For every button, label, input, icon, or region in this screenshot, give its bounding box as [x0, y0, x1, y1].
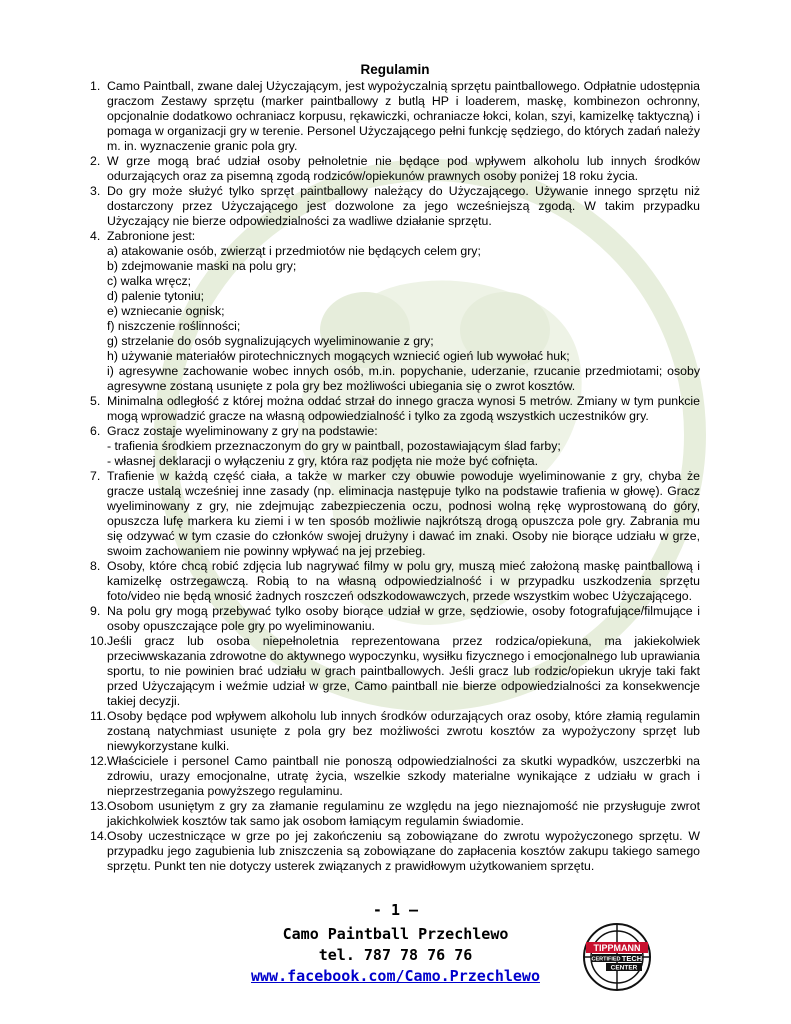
- forbidden-list-item: b) zdejmowanie maski na polu gry;: [107, 259, 297, 273]
- rule-item-6: [90, 424, 700, 439]
- rule-text: Osobom usuniętym z gry za złamanie regulaminu ze względu na jego nieznajomość nie przysługuje zwrot jakichkolwiek kosztów tak samo jak osobom łamiącym regulamin świadomie.: [107, 799, 700, 828]
- rule-number: 4.: [90, 229, 101, 243]
- rule-item-4: [90, 229, 700, 244]
- rule-item-12: [90, 754, 700, 799]
- rule-item-14: [90, 829, 700, 874]
- forbidden-list-item: e) wzniecanie ognisk;: [107, 304, 225, 318]
- rule-text: Zabronione jest:: [107, 229, 196, 243]
- facebook-link[interactable]: www.facebook.com/Camo.Przechlewo: [251, 967, 540, 985]
- elimination-list-item: - własnej deklaracji o wyłączeniu z gry, która raz podjęta nie może być cofnięta.: [107, 454, 539, 468]
- rule-number: 11.: [90, 709, 107, 723]
- forbidden-list-item: g) strzelanie do osób sygnalizujących wyeliminowanie z gry;: [107, 334, 434, 348]
- rule-number: 13.: [90, 799, 108, 813]
- tippmann-logo-icon: [582, 922, 652, 992]
- rule-text: Na polu gry mogą przebywać tylko osoby biorące udział w grze, sędziowie, osoby fotografujące/filmujące i osoby opuszczające pole gry po wyeliminowaniu.: [107, 604, 700, 633]
- company-name: Camo Paintball Przechlewo: [282, 925, 509, 943]
- forbidden-list-item: c) walka wręcz;: [107, 274, 192, 288]
- forbidden-list-item: f) niszczenie roślinności;: [107, 319, 241, 333]
- rule-number: 10.: [90, 634, 108, 648]
- document-title: Regulamin: [360, 62, 430, 77]
- rule-item-5: [90, 394, 700, 424]
- forbidden-list-item: a) atakowanie osób, zwierząt i przedmiotów nie będących celem gry;: [107, 244, 481, 258]
- forbidden-list-item: d) palenie tytoniu;: [107, 289, 205, 303]
- rule-item-11: [90, 709, 700, 754]
- rule-number: 7.: [90, 469, 101, 483]
- rule-text: Osoby, które chcą robić zdjęcia lub nagrywać filmy w polu gry, muszą mieć założoną maskę paintballową i kamizelkę ostrzegawczą. Robią to na własną odpowiedzialność i w przypadku uszkodzenia sprzętu foto/video nie będą wnosić żadnych roszczeń odszkodowawczych, przede wszystkim wobec Użyczającego.: [107, 559, 700, 603]
- rule-number: 1.: [90, 79, 101, 93]
- logo-line-4: CENTER: [610, 964, 638, 972]
- elimination-list-item: - trafienia środkiem przeznaczonym do gry w paintball, pozostawiającym ślad farby;: [107, 439, 561, 453]
- rule-number: 14.: [90, 829, 108, 843]
- forbidden-list-item: h) używanie materiałów pirotechnicznych mogących wzniecić ogień lub wywołać huk;: [107, 349, 570, 363]
- logo-line-3: TECH: [621, 954, 643, 963]
- rule-text: Gracz zostaje wyeliminowany z gry na podstawie:: [107, 424, 378, 438]
- phone-number: tel. 787 78 76 76: [318, 946, 473, 964]
- rule-number: 8.: [90, 559, 101, 573]
- page-number: - 1 –: [372, 901, 419, 919]
- rule-text: Trafienie w każdą część ciała, a także w marker czy obuwie powoduje wyeliminowanie z gry, chyba że gracze ustalą wcześniej inne zasady (np. eliminacja następuje tylko na podstawie trafienia w głowę). Gracz wyeliminowany z gry, nie zdejmując zabezpieczenia oczu, podnosi wolną rękę wyprostowaną do góry, opuszcza lufę markera ku ziemi i w ten sposób możliwie najkrótszą drogą opuszcza pole gry. Zabrania mu się odzywać w tym czasie do członków swojej drużyny i dawać im znaki. Osoby nie biorące udziału w grze, swoim zachowaniem nie powinny wpływać na jej przebieg.: [107, 469, 700, 558]
- rule-item-2: [90, 154, 700, 184]
- rule-item-9: [90, 604, 700, 634]
- rule-item-3: [90, 184, 700, 229]
- logo-line-2: CERTIFIED: [591, 956, 621, 963]
- rule-text: Osoby będące pod wpływem alkoholu lub innych środków odurzających oraz osoby, które złamią regulamin zostaną natychmiast usunięte z pola gry bez możliwości zwrotu kosztów za wypożyczony sprzęt lub niewykorzystane kulki.: [107, 709, 700, 753]
- rule-item-10: [90, 634, 700, 709]
- rule-item-8: [90, 559, 700, 604]
- rule-text: W grze mogą brać udział osoby pełnoletnie nie będące pod wpływem alkoholu lub innych środków odurzających oraz za pisemną zgodą rodziców/opiekunów prawnych osoby poniżej 18 roku życia.: [107, 154, 700, 183]
- rule-text: Osoby uczestniczące w grze po jej zakończeniu są zobowiązane do zwrotu wypożyczonego sprzętu. W przypadku jego zagubienia lub zniszczenia są zobowiązane do zapłacenia kosztów zakupu takiego samego sprzętu. Punkt ten nie dotyczy usterek związanych z prawidłowym użytkowaniem sprzętu.: [107, 829, 700, 873]
- logo-line-1: TIPPMANN: [593, 943, 641, 953]
- rule-number: 6.: [90, 424, 101, 438]
- rule-text: Do gry może służyć tylko sprzęt paintballowy należący do Użyczającego. Używanie innego sprzętu niż dostarczony przez Użyczającego jest dozwolone za jego wcześniejszą zgodą. W takim przypadku Użyczający nie bierze odpowiedzialności za wadliwe działanie sprzętu.: [107, 184, 700, 228]
- rule-number: 9.: [90, 604, 101, 618]
- rule-number: 5.: [90, 394, 101, 408]
- rule-number: 2.: [90, 154, 101, 168]
- forbidden-list-item: i) agresywne zachowanie wobec innych osób, m.in. popychanie, uderzanie, rzucanie przedmiotami; osoby agresywne zostaną usunięte z pola gry bez możliwości ubiegania się o zwrot kosztów.: [107, 364, 700, 393]
- rule-item-7: [90, 469, 700, 559]
- rule-text: Jeśli gracz lub osoba niepełnoletnia reprezentowana przez rodzica/opiekuna, ma jakiekolwiek przeciwwskazania zdrowotne do aktywnego wypoczynku, wysiłku fizycznego i emocjonalnego lub uprawiania sportu, to nie powinien brać udziału w grach paintballowych. Jeśli gracz lub rodzic/opiekun ukryje taki fakt przed Użyczającym i weźmie udział w grze, Camo paintball nie bierze odpowiedzialności za konsekwencje takiej decyzji.: [107, 634, 700, 708]
- rule-item-1: [90, 79, 700, 154]
- rule-text: Właściciele i personel Camo paintball nie ponoszą odpowiedzialności za skutki wypadków, uszczerbki na zdrowiu, urazy emocjonalne, utratę życia, wszelkie szkody materialne wynikające z udziału w grach i nieprzestrzegania powyższego regulaminu.: [107, 754, 700, 798]
- rule-number: 3.: [90, 184, 101, 198]
- rule-item-13: [90, 799, 700, 829]
- rule-text: Camo Paintball, zwane dalej Użyczającym, jest wypożyczalnią sprzętu paintballowego. Odpłatnie udostępnia graczom Zestawy sprzętu (marker paintballowy z butlą HP i loaderem, maskę, kombinezon ochronny, opcjonalnie dodatkowo ochraniacz korpusu, rękawiczki, ochraniacze łokci, kolan, szyi, kamizelkę taktyczną) i pomaga w organizacji gry w terenie. Personel Użyczającego pełni funkcję sędziego, do których zadań należy m. in. wyznaczenie granic pola gry.: [107, 79, 700, 153]
- regulations-document: [90, 62, 700, 874]
- rule-number: 12.: [90, 754, 108, 768]
- rule-text: Minimalna odległość z której można oddać strzał do innego gracza wynosi 5 metrów. Zmiany w tym punkcie mogą wprowadzić gracze na własną odpowiedzialność i tylko za zgodą wszystkich uczestników gry.: [107, 394, 700, 423]
